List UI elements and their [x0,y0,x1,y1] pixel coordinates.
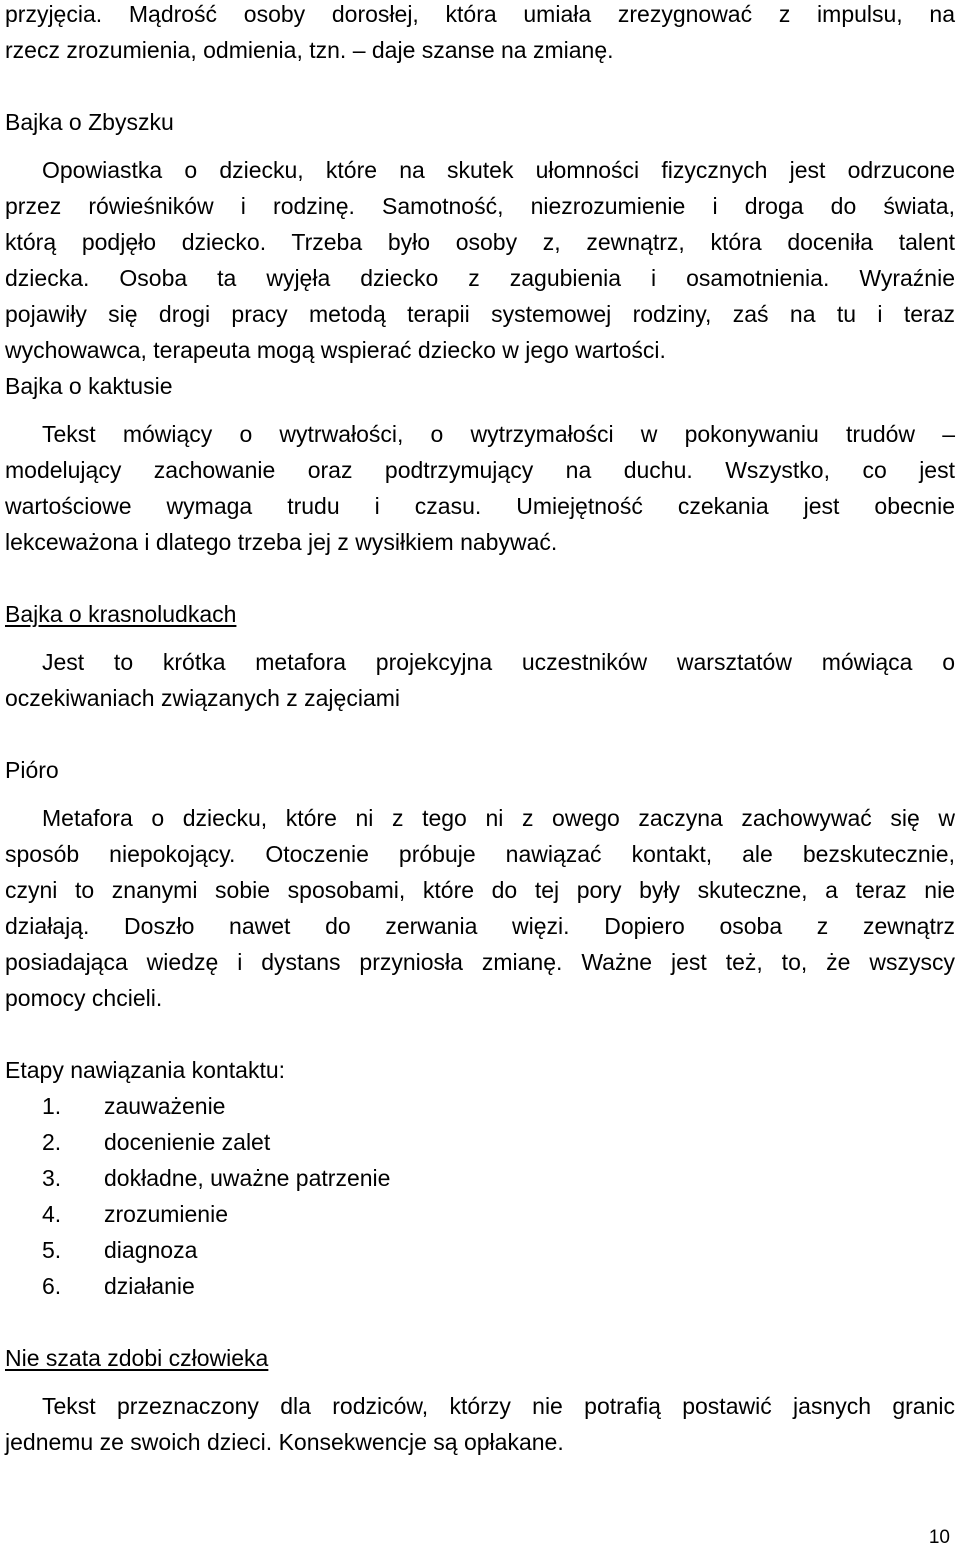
zbyszek-line-3: którą podjęło dziecko. Trzeba było osoby z, zewnątrz, która doceniła talent [5,229,955,255]
pioro-line-6: pomocy chcieli. [5,985,163,1011]
zbyszek-line-5: pojawiły się drogi pracy metodą terapii systemowej rodziny, zaś na tu i teraz [5,301,955,327]
list-item-text: diagnoza [104,1237,198,1263]
krasnoludki-line-2: oczekiwaniach związanych z zajęciami [5,685,400,711]
section-title-etapy: Etapy nawiązania kontaktu: [5,1057,286,1083]
pioro-line-5: posiadająca wiedzę i dystans przyniosła zmianę. Ważne jest też, to, że wszyscy [5,949,955,975]
section-title-krasnoludki [5,596,955,632]
list-item-number: 1. [42,1093,62,1119]
section-title-szata [5,1340,955,1376]
kaktus-line-1: Tekst mówiący o wytrwałości, o wytrzymałości w pokonywaniu trudów – [42,421,955,447]
list-item-text: zauważenie [104,1093,226,1119]
kaktus-line-4: lekceważona i dlatego trzeba jej z wysiłkiem nabywać. [5,529,558,555]
list-item-text: docenienie zalet [104,1129,271,1155]
pioro-line-1: Metafora o dziecku, które ni z tego ni z owego zaczyna zachowywać się w [42,805,955,831]
list-item-number: 6. [42,1273,62,1299]
kaktus-line-2: modelujący zachowanie oraz podtrzymujący na duchu. Wszystko, co jest [5,457,955,483]
zbyszek-line-1: Opowiastka o dziecku, które na skutek ułomności fizycznych jest odrzucone [42,157,955,183]
pioro-line-3: czyni to znanymi sobie sposobami, które do tej pory były skuteczne, a teraz nie [5,877,955,903]
intro-line-2: rzecz zrozumienia, odmienia, tzn. – daje szanse na zmianę. [5,37,614,63]
list-item-number: 5. [42,1237,62,1263]
intro-line-1: przyjęcia. Mądrość osoby dorosłej, która umiała zrezygnować z impulsu, na [5,1,955,27]
szata-line-2: jednemu ze swoich dzieci. Konsekwencje są opłakane. [5,1429,564,1455]
list-item-number: 4. [42,1201,62,1227]
zbyszek-line-4: dziecka. Osoba ta wyjęła dziecko z zagubienia i osamotnienia. Wyraźnie [5,265,955,291]
pioro-line-4: działają. Doszło nawet do zerwania więzi. Dopiero osoba z zewnątrz [5,913,955,939]
page-number: 10 [928,1527,950,1548]
list-item-text: zrozumienie [104,1201,228,1227]
list-item-text: dokładne, uważne patrzenie [104,1165,391,1191]
pioro-line-2: sposób niepokojący. Otoczenie próbuje nawiązać kontakt, ale bezskutecznie, [5,841,955,867]
list-item-text: działanie [104,1273,195,1299]
section-title-szata-text: Nie szata zdobi człowieka [5,1345,269,1371]
section-title-krasnoludki-text: Bajka o krasnoludkach [5,601,237,627]
szata-line-1: Tekst przeznaczony dla rodziców, którzy nie potrafią postawić jasnych granic [42,1393,955,1419]
list-item-number: 2. [42,1129,62,1155]
document-page [5,0,955,1553]
section-title-zbyszek: Bajka o Zbyszku [5,109,174,135]
zbyszek-line-2: przez rówieśników i rodzinę. Samotność, niezrozumienie i droga do świata, [5,193,955,219]
list-item-number: 3. [42,1165,62,1191]
zbyszek-line-6: wychowawca, terapeuta mogą wspierać dziecko w jego wartości. [5,337,666,363]
kaktus-line-3: wartościowe wymaga trudu i czasu. Umiejętność czekania jest obecnie [5,493,955,519]
krasnoludki-line-1: Jest to krótka metafora projekcyjna uczestników warsztatów mówiąca o [42,649,955,675]
section-title-pioro: Pióro [5,757,59,783]
section-title-kaktus: Bajka o kaktusie [5,373,173,399]
